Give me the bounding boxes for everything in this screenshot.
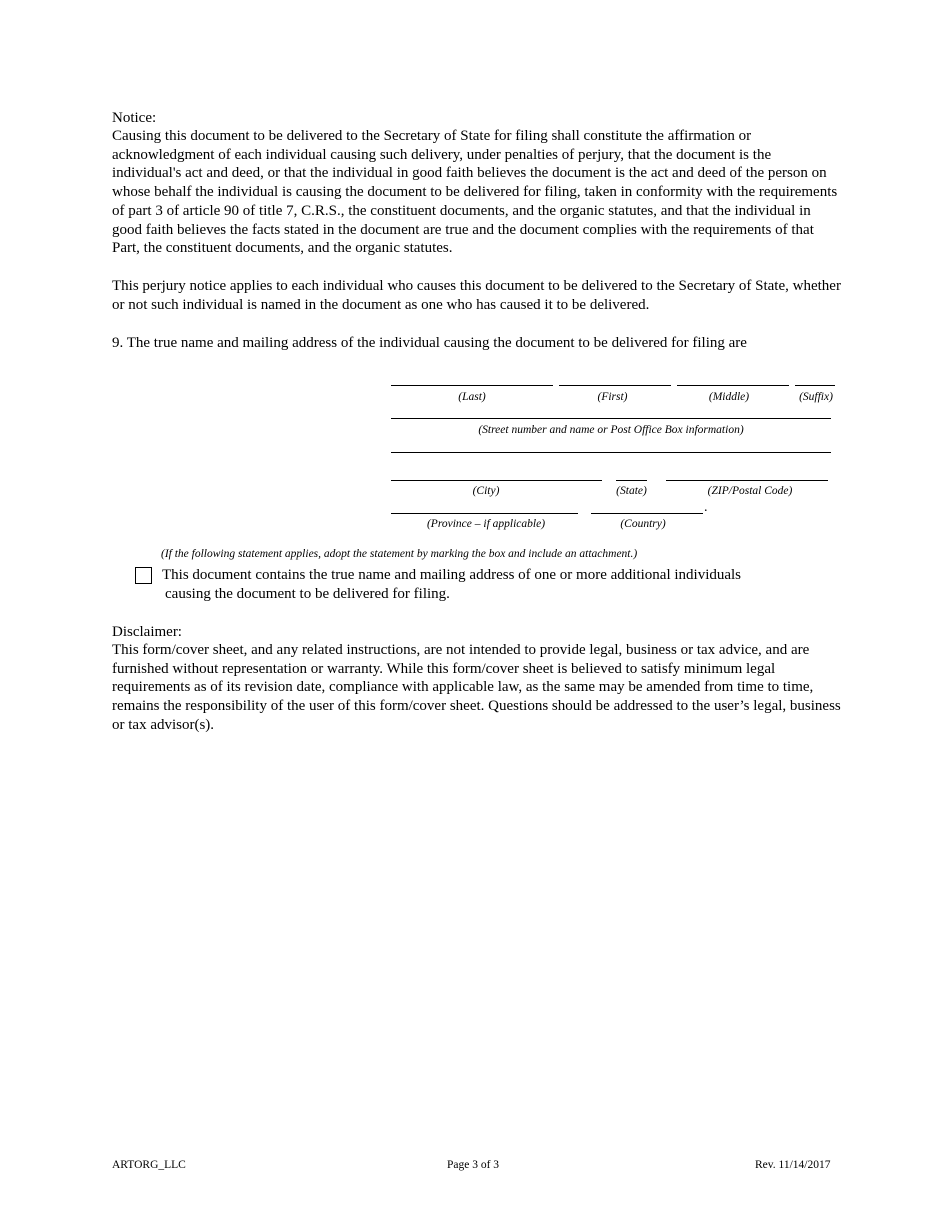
street-field-line-2[interactable]	[391, 452, 831, 453]
country-caption: (Country)	[620, 518, 666, 530]
first-name-caption: (First)	[597, 391, 628, 403]
additional-individuals-line-1: This document contains the true name and mailing address of one or more additional individuals	[162, 567, 742, 583]
middle-name-caption: (Middle)	[708, 391, 750, 403]
perjury-notice: This perjury notice applies to each individual who causes this document to be delivered to the Secretary of State, whether or not such individual is named in the document as one who has caused it to be delivered.	[112, 278, 841, 313]
zip-caption: (ZIP/Postal Code)	[707, 485, 793, 497]
province-field[interactable]	[391, 513, 578, 514]
city-caption: (City)	[472, 485, 500, 497]
province-caption: (Province – if applicable)	[426, 518, 546, 530]
disclaimer-heading: Disclaimer:	[112, 624, 182, 640]
country-field[interactable]	[591, 513, 703, 514]
suffix-caption: (Suffix)	[799, 391, 833, 403]
disclaimer-body: This form/cover sheet, and any related instructions, are not intended to provide legal, business or tax advice, and are furnished without representation or warranty. While this form/cover sheet is believed to satisfy minimum legal requirements as of its revision date, compliance with applicable law, as the same may be amended from time to time, remains the responsibility of the user of this form/cover sheet. Questions should be addressed to the user’s legal, business or tax advisor(s).	[112, 642, 841, 733]
street-field[interactable]	[391, 418, 831, 419]
footer-form-id: ARTORG_LLC	[112, 1159, 186, 1171]
city-field[interactable]	[391, 480, 602, 481]
notice-body: Causing this document to be delivered to the Secretary of State for filing shall constitute the affirmation or acknowledgment of each individual causing such delivery, under penalties of perjury, that the document is the individual's act and deed, or that the individual in good faith believes the document is the act and deed of the person on whose behalf the individual is causing the document to be delivered for filing, taken in conformity with the requirements of part 3 of article 90 of title 7, C.R.S., the constituent documents, and the organic statutes, and that the individual in good faith believes the facts stated in the document are true and the document complies with the requirements of that Part, the constituent documents, and the organic statutes.	[112, 128, 838, 257]
notice-heading: Notice:	[112, 110, 157, 126]
footer-revision-date: Rev. 11/14/2017	[755, 1159, 831, 1171]
additional-individuals-checkbox[interactable]	[135, 567, 152, 584]
state-caption: (State)	[616, 485, 647, 497]
last-name-caption: (Last)	[458, 391, 486, 403]
additional-individuals-line-2: causing the document to be delivered for filing.	[165, 585, 450, 602]
last-name-field[interactable]	[391, 385, 553, 386]
additional-individuals-label	[162, 566, 842, 603]
footer-page-number: Page 3 of 3	[447, 1159, 500, 1171]
state-field[interactable]	[616, 480, 647, 481]
middle-name-field[interactable]	[677, 385, 789, 386]
country-period: .	[704, 500, 708, 515]
item-9-statement: 9. The true name and mailing address of the individual causing the document to be delivered for filing are	[112, 335, 747, 351]
street-caption: (Street number and name or Post Office Box information)	[478, 424, 744, 436]
attachment-instruction: (If the following statement applies, adopt the statement by marking the box and include an attachment.)	[161, 548, 638, 560]
suffix-field[interactable]	[795, 385, 835, 386]
first-name-field[interactable]	[559, 385, 671, 386]
zip-field[interactable]	[666, 480, 828, 481]
